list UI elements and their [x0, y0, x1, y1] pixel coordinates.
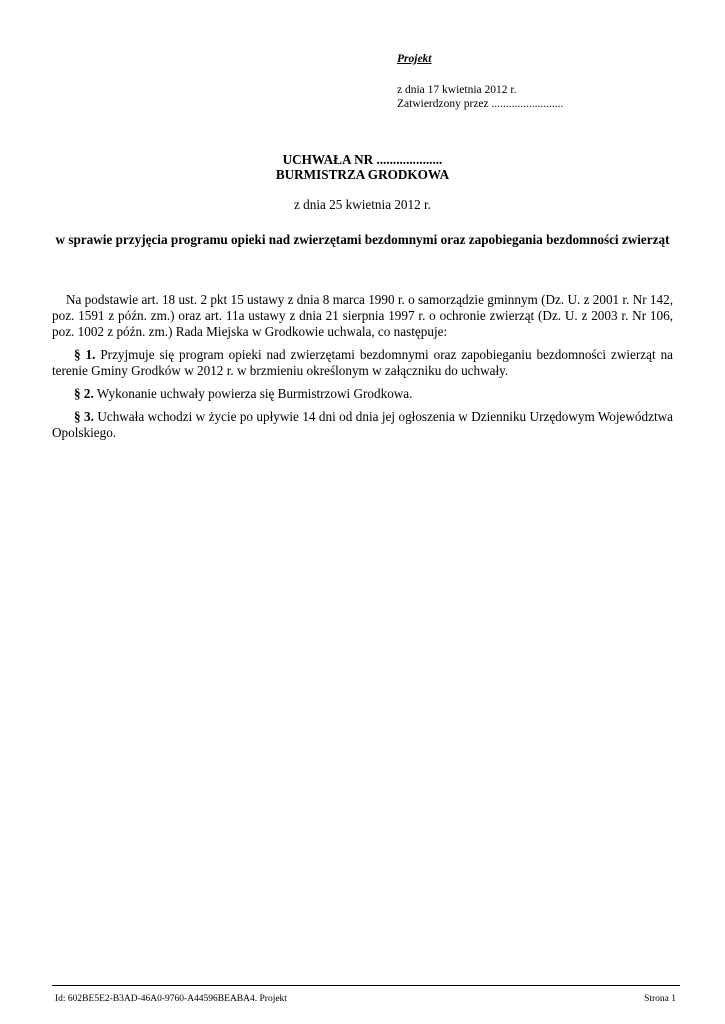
paragraph-symbol: § 3. [74, 409, 94, 424]
approved-by-line: Zatwierdzony przez ......................... [397, 98, 564, 110]
draft-status-label: Projekt [397, 53, 432, 65]
paragraph-2 [52, 386, 673, 402]
draft-date: z dnia 17 kwietnia 2012 r. [397, 84, 517, 96]
paragraph-3 [52, 409, 673, 441]
resolution-number: UCHWAŁA NR .................... [282, 152, 443, 167]
paragraph-text: Przyjmuje się program opieki nad zwierzętami bezdomnymi oraz zapobieganiu bezdomności zwierząt na terenie Gminy Grodków w 2012 r. w brzmieniu określonym w załączniku do uchwały. [52, 347, 674, 378]
resolution-body [52, 292, 673, 448]
paragraph-1 [52, 347, 673, 379]
resolution-date: z dnia 25 kwietnia 2012 r. [294, 197, 431, 212]
footer-divider [52, 985, 680, 986]
paragraph-text: Uchwała wchodzi w życie po upływie 14 dni od dnia jej ogłoszenia w Dzienniku Urzędowym Województwa Opolskiego. [52, 409, 674, 440]
legal-basis-preamble: Na podstawie art. 18 ust. 2 pkt 15 ustawy z dnia 8 marca 1990 r. o samorządzie gminnym (Dz. U. z 2001 r. Nr 142, poz. 1591 z późn. zm.) oraz art. 11a ustawy z dnia 21 sierpnia 1997 r. o ochronie zwierząt (Dz. U. z 2003 r. Nr 106, poz. 1002 z późn. zm.) Rada Miejska w Grodkowie uchwala, co następuje: [52, 292, 673, 339]
paragraph-text: Wykonanie uchwały powierza się Burmistrzowi Grodkowa. [93, 386, 413, 401]
document-id: Id: 602BE5E2-B3AD-46A0-9760-A44596BEABA4. Projekt [55, 994, 287, 1004]
resolution-title [0, 152, 725, 182]
issuing-authority: BURMISTRZA GRODKOWA [275, 167, 450, 182]
document-meta [397, 52, 563, 111]
paragraph-symbol: § 1. [74, 347, 96, 362]
page-number: Strona 1 [644, 994, 676, 1004]
paragraph-symbol: § 2. [74, 386, 94, 401]
resolution-subject: w sprawie przyjęcia programu opieki nad zwierzętami bezdomnymi oraz zapobiegania bezdomności zwierząt [55, 232, 670, 247]
